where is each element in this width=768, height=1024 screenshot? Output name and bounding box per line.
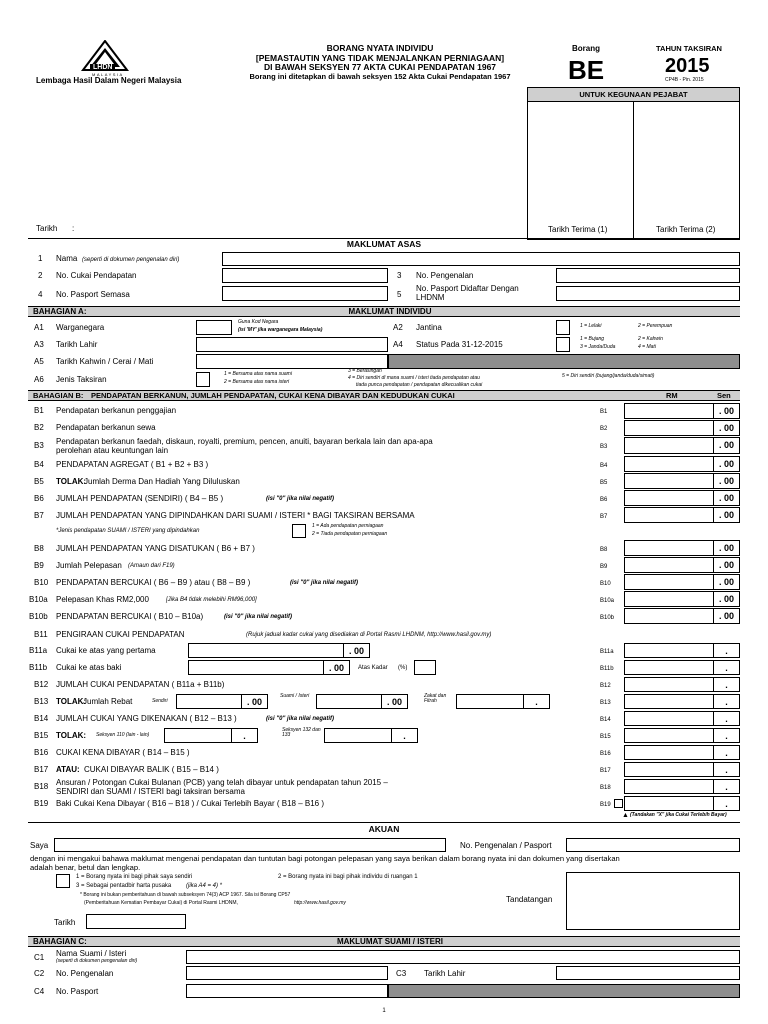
b8-amount[interactable]: . 00 bbox=[624, 540, 740, 556]
b2-amount[interactable]: . 00 bbox=[624, 420, 740, 436]
spouse-name-label: Nama Suami / Isteri bbox=[56, 949, 127, 958]
b14-label: JUMLAH CUKAI YANG DIKENAKAN ( B12 – B13 ) bbox=[56, 714, 237, 723]
b11a-base-field[interactable]: . 00 bbox=[188, 643, 370, 658]
b19-overpaid-checkbox[interactable] bbox=[614, 799, 623, 808]
b12-label: JUMLAH CUKAI PENDAPATAN ( B11a + B11b) bbox=[56, 680, 225, 689]
b17-amount[interactable]: . bbox=[624, 762, 740, 777]
warganegara-field[interactable] bbox=[196, 320, 232, 335]
b10b-label: PENDAPATAN BERCUKAI ( B10 – B10a) bbox=[56, 612, 204, 621]
passport-label: No. Pasport Semasa bbox=[56, 290, 130, 299]
income-tax-no-field[interactable] bbox=[222, 268, 388, 283]
office-use-header: UNTUK KEGUNAAN PEJABAT bbox=[528, 88, 739, 102]
b11b-amount[interactable]: . bbox=[624, 660, 740, 675]
b11a-label: Cukai ke atas yang pertama bbox=[56, 646, 156, 655]
b1-amount[interactable]: . 00 bbox=[624, 403, 740, 419]
b6-label: JUMLAH PENDAPATAN (SENDIRI) ( B4 – B5 ) bbox=[56, 494, 224, 503]
b11b-base-field[interactable]: . 00 bbox=[188, 660, 350, 675]
warganegara-label: Warganegara bbox=[56, 323, 105, 332]
b13-self-rebate[interactable]: . 00 bbox=[176, 694, 268, 709]
section-pendapatan: PENDAPATAN BERKANUN, JUMLAH PENDAPATAN, CUKAI KENA DIBAYAR DAN KEDUDUKAN CUKAI bbox=[91, 391, 455, 400]
b7-type-field[interactable] bbox=[292, 524, 306, 538]
bahagian-b-label: BAHAGIAN B: bbox=[33, 391, 84, 400]
b6-amount[interactable]: . 00 bbox=[624, 490, 740, 506]
jantina-label: Jantina bbox=[416, 323, 442, 332]
signature-box[interactable] bbox=[566, 872, 740, 930]
form-subtitle: [PEMASTAUTIN YANG TIDAK MENJALANKAN PERNIAGAAN] bbox=[255, 53, 505, 63]
tarikh-kahwin-label: Tarikh Kahwin / Cerai / Mati bbox=[56, 357, 154, 366]
b15-s132-field[interactable]: . bbox=[324, 728, 418, 743]
section-maklumat-asas: MAKLUMAT ASAS bbox=[346, 239, 422, 249]
b15-amount[interactable]: . bbox=[624, 728, 740, 743]
triangle-up-icon: ▲ bbox=[622, 812, 629, 819]
form-act: DI BAWAH SEKSYEN 77 AKTA CUKAI PENDAPATAN 1967 bbox=[263, 62, 497, 72]
b8-label: JUMLAH PENDAPATAN YANG DISATUKAN ( B6 + B7 ) bbox=[56, 544, 255, 553]
b9-label: Jumlah Pelepasan bbox=[56, 561, 122, 570]
section-akuan: AKUAN bbox=[368, 824, 400, 834]
b10b-amount[interactable]: . 00 bbox=[624, 608, 740, 624]
lhdn-logo bbox=[80, 40, 130, 78]
spouse-name-field[interactable] bbox=[186, 950, 740, 964]
year-label: TAHUN TAKSIRAN bbox=[656, 44, 722, 53]
declarant-id-field[interactable] bbox=[566, 838, 740, 852]
id-no-field[interactable] bbox=[556, 268, 740, 283]
spouse-dob-field[interactable] bbox=[556, 966, 740, 980]
nama-field[interactable] bbox=[222, 252, 740, 266]
b16-label: CUKAI KENA DIBAYAR ( B14 – B15 ) bbox=[56, 748, 190, 757]
status-field[interactable] bbox=[556, 337, 570, 352]
b17-label: CUKAI DIBAYAR BALIK ( B15 – B14 ) bbox=[84, 765, 219, 774]
b3-amount[interactable]: . 00 bbox=[624, 437, 740, 454]
jenis-taksiran-label: Jenis Taksiran bbox=[56, 375, 107, 384]
b9-amount[interactable]: . 00 bbox=[624, 557, 740, 573]
b13-amount[interactable]: . bbox=[624, 694, 740, 709]
agency-name: Lembaga Hasil Dalam Negeri Malaysia bbox=[36, 76, 182, 85]
b4-amount[interactable]: . 00 bbox=[624, 456, 740, 472]
logo-subtext: MALAYSIA bbox=[92, 72, 124, 77]
income-tax-no-label: No. Cukai Pendapatan bbox=[56, 271, 137, 280]
declaration-date-field[interactable] bbox=[86, 914, 186, 929]
b2-label: Pendapatan berkanun sewa bbox=[56, 423, 156, 432]
b18-amount[interactable]: . bbox=[624, 779, 740, 794]
tarikh-kahwin-field[interactable] bbox=[196, 354, 388, 369]
declaration-text: dengan ini mengakui bahawa maklumat mengenai pendapatan dan tuntutan bagi potongan pelepasan yang saya berikan dalam borang nyata ini dan dokumen yang disertakan bbox=[30, 854, 620, 863]
id-no-label: No. Pengenalan bbox=[416, 271, 474, 280]
b16-amount[interactable]: . bbox=[624, 745, 740, 760]
section-maklumat-individu: MAKLUMAT INDIVIDU bbox=[348, 307, 432, 316]
jenis-taksiran-field[interactable] bbox=[196, 372, 210, 387]
b7-amount[interactable]: . 00 bbox=[624, 507, 740, 523]
registered-passport-field[interactable] bbox=[556, 286, 740, 301]
b5-amount[interactable]: . 00 bbox=[624, 473, 740, 489]
tarikh-label: Tarikh bbox=[36, 224, 58, 233]
bahagian-a-label: BAHAGIAN A: bbox=[33, 307, 87, 316]
spouse-passport-label: No. Pasport bbox=[56, 987, 99, 996]
received-date-2: Tarikh Terima (2) bbox=[656, 225, 716, 234]
section-maklumat-suami-isteri: MAKLUMAT SUAMI / ISTERI bbox=[336, 937, 444, 946]
form-prescribed: Borang ini ditetapkan di bawah seksyen 152 Akta Cukai Pendapatan 1967 bbox=[249, 72, 511, 81]
assessment-year: 2015 bbox=[665, 55, 710, 77]
b12-amount[interactable]: . bbox=[624, 677, 740, 692]
b13-spouse-rebate[interactable]: . 00 bbox=[316, 694, 408, 709]
page-number: 1 bbox=[382, 1008, 386, 1014]
bahagian-c-label: BAHAGIAN C: bbox=[33, 937, 87, 946]
spouse-id-field[interactable] bbox=[186, 966, 388, 980]
jantina-field[interactable] bbox=[556, 320, 570, 335]
b11-label: PENGIRAAN CUKAI PENDAPATAN bbox=[56, 630, 185, 639]
b18-label: Ansuran / Potongan Cukai Bulanan (PCB) yang telah dibayar untuk pendapatan tahun 2015 – bbox=[56, 778, 388, 787]
b13-zakat[interactable]: . bbox=[456, 694, 550, 709]
b5-label: Jumlah Derma Dan Hadiah Yang Diluluskan bbox=[84, 477, 240, 486]
b3-label: Pendapatan berkanun faedah, diskaun, royalti, premium, pencen, anuiti, bayaran berkala lain dan apa-apa bbox=[56, 437, 433, 446]
b10a-label: Pelepasan Khas RM2,000 bbox=[56, 595, 149, 604]
nama-label: Nama bbox=[56, 254, 78, 263]
b4-label: PENDAPATAN AGREGAT ( B1 + B2 + B3 ) bbox=[56, 460, 209, 469]
b19-label: Baki Cukai Kena Dibayar ( B16 – B18 ) / Cukai Terlebih Bayar ( B18 – B16 ) bbox=[56, 799, 324, 808]
registered-passport-label: No. Pasport Didaftar Dengan bbox=[416, 284, 519, 293]
tarikh-lahir-field[interactable] bbox=[196, 337, 388, 352]
b11a-amount[interactable]: . bbox=[624, 643, 740, 658]
b19-amount[interactable]: . bbox=[624, 796, 740, 811]
b14-amount[interactable]: . bbox=[624, 711, 740, 726]
tarikh-lahir-label: Tarikh Lahir bbox=[56, 340, 98, 349]
status-label: Status Pada 31-12-2015 bbox=[416, 340, 503, 349]
spouse-passport-field[interactable] bbox=[186, 984, 388, 998]
declaration-type-field[interactable] bbox=[56, 874, 70, 888]
b11b-label: Cukai ke atas baki bbox=[56, 663, 122, 672]
b10a-amount[interactable]: . 00 bbox=[624, 591, 740, 607]
declarant-name-field[interactable] bbox=[54, 838, 446, 852]
logo-text: LHDN bbox=[90, 64, 115, 71]
passport-field[interactable] bbox=[222, 286, 388, 301]
b11b-rate-field[interactable] bbox=[414, 660, 436, 675]
form-reference: CP4B - Pin. 2015 bbox=[665, 77, 704, 83]
b13-label: Jumlah Rebat bbox=[83, 697, 133, 706]
spouse-dob-label: Tarikh Lahir bbox=[424, 969, 466, 978]
borang-label: Borang bbox=[572, 44, 600, 53]
b10-label: PENDAPATAN BERCUKAI ( B6 – B9 ) atau ( B8 – B9 ) bbox=[56, 578, 251, 587]
b7-label: JUMLAH PENDAPATAN YANG DIPINDAHKAN DARI SUAMI / ISTERI * BAGI TAKSIRAN BERSAMA bbox=[56, 511, 415, 520]
form-code: BE bbox=[568, 55, 605, 85]
form-title: BORANG NYATA INDIVIDU bbox=[326, 43, 434, 53]
received-date-1: Tarikh Terima (1) bbox=[548, 225, 608, 234]
b1-label: Pendapatan berkanun penggajian bbox=[56, 406, 177, 415]
b10-amount[interactable]: . 00 bbox=[624, 574, 740, 590]
b15-s110-field[interactable]: . bbox=[164, 728, 258, 743]
spouse-id-label: No. Pengenalan bbox=[56, 969, 114, 978]
